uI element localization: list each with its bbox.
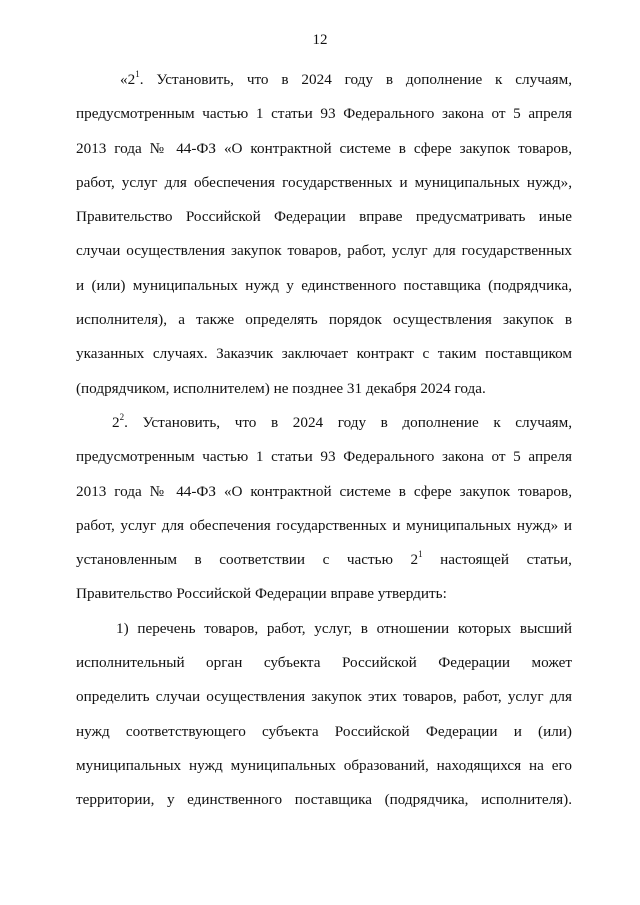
text-line: 2013 года № 44-ФЗ «О контрактной системе в сфере закупок товаров, — [76, 139, 572, 157]
text-line: 2013 года № 44-ФЗ «О контрактной системе в сфере закупок товаров, — [76, 482, 572, 500]
text-line: муниципальных нужд муниципальных образований, находящихся на его — [76, 756, 572, 774]
text-line: случаи осуществления закупок товаров, работ, услуг для государственных — [76, 242, 572, 260]
paragraph-item-1 — [76, 612, 572, 818]
text-line: работ, услуг для обеспечения государственных и муниципальных нужд» и — [76, 516, 572, 534]
text-line: Правительство Российской Федерации вправе утвердить: — [76, 585, 447, 603]
paragraph-2-1 — [76, 63, 572, 406]
text-line: работ, услуг для обеспечения государственных и муниципальных нужд», — [76, 173, 572, 191]
page-number: 12 — [312, 32, 328, 48]
text-segment: настоящей статьи, — [422, 551, 572, 569]
text-segment: «2 — [120, 71, 136, 88]
document-body — [76, 63, 572, 818]
text-line — [76, 63, 572, 97]
text-line: определить случаи осуществления закупок этих товаров, работ, услуг для — [76, 688, 572, 706]
text-line: исполнительный орган субъекта Российской Федерации может — [76, 654, 572, 672]
text-segment: . Установить, что в 2024 году в дополнение к случаям, — [139, 71, 572, 88]
text-line: территории, у единственного поставщика (подрядчика, исполнителя). — [76, 791, 572, 809]
text-line: указанных случаях. Заказчик заключает контракт с таким поставщиком — [76, 345, 572, 363]
text-line: и (или) муниципальных нужд у единственного поставщика (подрядчика, — [76, 276, 572, 294]
paragraph-2-2 — [76, 406, 572, 612]
superscript: 1 — [135, 69, 140, 79]
text-line: предусмотренным частью 1 статьи 93 Федерального закона от 5 апреля — [76, 448, 572, 466]
text-segment: . Установить, что в 2024 году в дополнение к случаям, — [124, 413, 572, 431]
text-segment: установленным в соответствии с частью 2 — [76, 551, 419, 569]
text-line: исполнителя), а также определять порядок осуществления закупок в — [76, 311, 572, 329]
text-line — [76, 406, 572, 440]
text-line — [76, 543, 572, 577]
text-line: 1) перечень товаров, работ, услуг, в отношении которых высший — [116, 619, 572, 637]
text-segment: 2 — [112, 413, 120, 431]
text-line: Правительство Российской Федерации вправе предусматривать иные — [76, 208, 572, 226]
text-line: предусмотренным частью 1 статьи 93 Федерального закона от 5 апреля — [76, 105, 572, 123]
text-line: нужд соответствующего субъекта Российской Федерации и (или) — [76, 722, 572, 740]
superscript: 2 — [119, 411, 125, 422]
superscript: 1 — [418, 549, 423, 560]
text-line: (подрядчиком, исполнителем) не позднее 31 декабря 2024 года. — [76, 379, 486, 397]
